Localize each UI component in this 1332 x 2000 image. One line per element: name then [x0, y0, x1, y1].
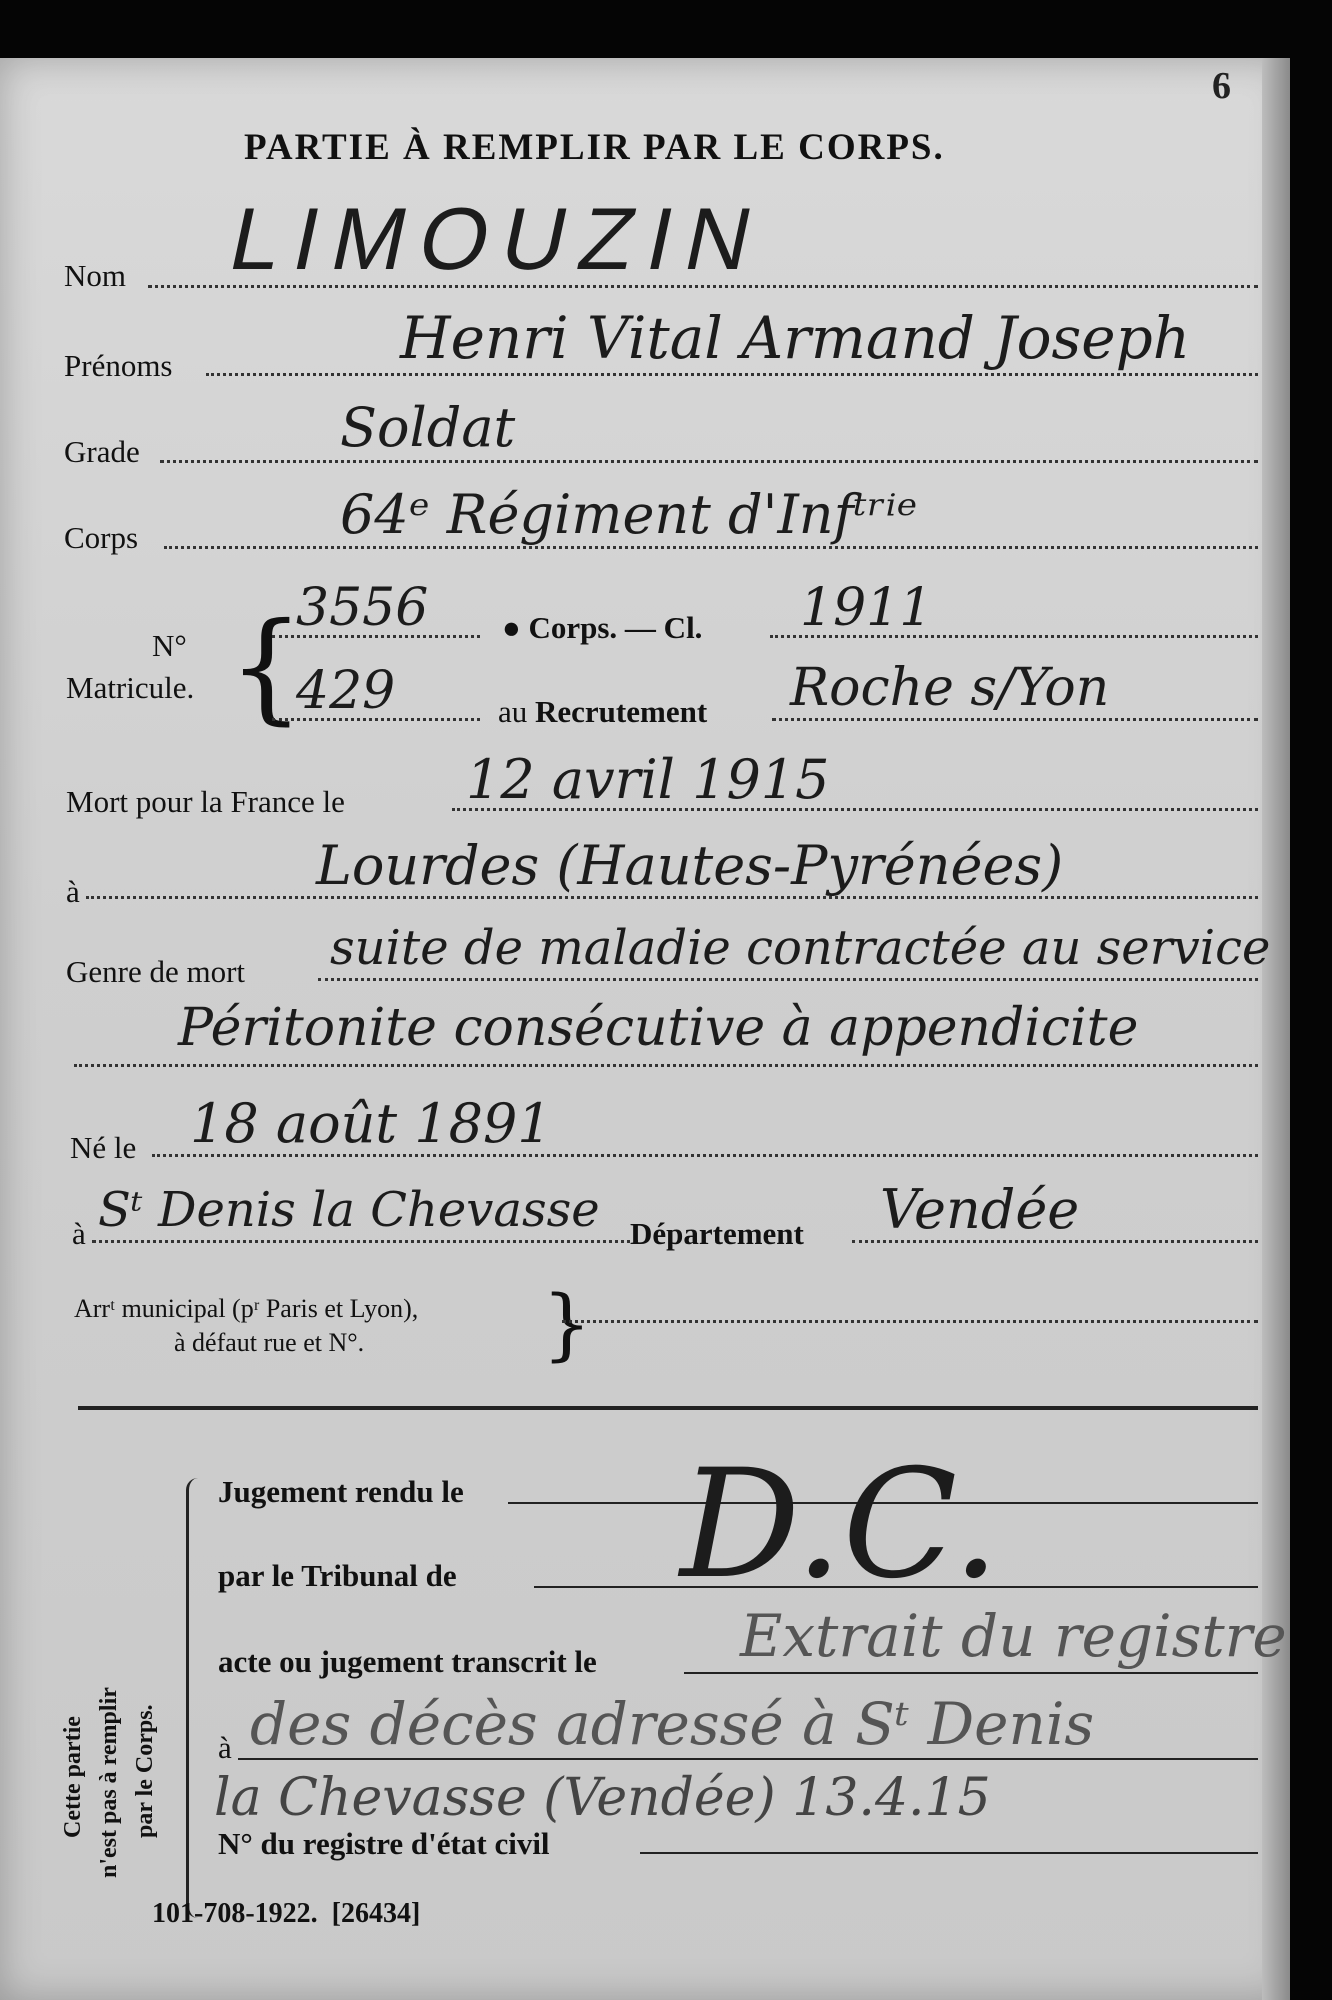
page-number: 6 [1212, 65, 1231, 107]
ne-lieu-label: à [72, 1216, 86, 1251]
grade-value: Soldat [340, 396, 516, 459]
section-separator [78, 1406, 1258, 1410]
genre-value-2: Péritonite consécutive à appendicite [178, 998, 1139, 1058]
registre-label: N° du registre d'état civil [218, 1826, 550, 1861]
death-record-card [0, 58, 1290, 2000]
genre-value-1: suite de maladie contractée au service [330, 920, 1271, 976]
ne-lieu-line [92, 1240, 638, 1243]
prenoms-line [206, 373, 1258, 376]
ne-date-value: 18 août 1891 [190, 1092, 552, 1155]
no-label: N° [152, 628, 187, 663]
card-edge [1262, 58, 1290, 2000]
footer-code: 101-708-1922. [26434] [152, 1898, 421, 1929]
departement-label: Département [630, 1216, 804, 1251]
mort-label: Mort pour la France le [66, 784, 345, 819]
prenoms-value: Henri Vital Armand Joseph [400, 304, 1191, 372]
grade-line [160, 460, 1258, 463]
acte-label: acte ou jugement transcrit le [218, 1644, 597, 1679]
recrutement-label [498, 694, 707, 730]
nom-label: Nom [64, 258, 126, 293]
form-header: PARTIE À REMPLIR PAR LE CORPS. [244, 127, 945, 168]
corps-value: 64ᵉ Régiment d'Infᵗʳⁱᵉ [340, 483, 918, 546]
registre-line [640, 1852, 1258, 1854]
corps-classe-label [502, 610, 702, 646]
departement-value: Vendée [880, 1178, 1080, 1241]
ne-label: Né le [70, 1130, 137, 1165]
lower-bracket [186, 1478, 199, 1918]
tribunal-label: par le Tribunal de [218, 1558, 457, 1593]
side-note-line-1: Cette partie [60, 1716, 86, 1838]
recrutement-prefix: au [498, 694, 536, 729]
jugement-value: D.C. [680, 1438, 1000, 1612]
side-note-line-2: n'est pas à remplir [96, 1687, 122, 1878]
prenoms-label: Prénoms [64, 348, 173, 383]
matricule-corps-value: 3556 [296, 578, 429, 638]
genre-line-2 [74, 1064, 1258, 1067]
ne-lieu-value: Sᵗ Denis la Chevasse [98, 1182, 600, 1238]
corps-line [164, 546, 1258, 549]
classe-value: 1911 [800, 578, 933, 638]
acte-line [684, 1672, 1258, 1674]
corps-classe-mark: ● [502, 610, 529, 645]
matricule-recrutement-value: 429 [296, 661, 396, 721]
recrutement-line [772, 718, 1258, 721]
matricule-label: Matricule. [66, 670, 195, 705]
arr-label-2: à défaut rue et N°. [174, 1328, 365, 1357]
acte-lieu-line [238, 1758, 1258, 1760]
corps-classe-text: Corps. — Cl. [528, 610, 703, 645]
arr-brace: } [542, 1280, 592, 1370]
corps-label: Corps [64, 520, 139, 555]
side-note-line-3: par le Corps. [132, 1704, 158, 1838]
nom-value: LIMOUZIN [221, 189, 776, 288]
genre-line-1 [318, 978, 1258, 981]
matricule-brace: { [228, 598, 305, 737]
tribunal-line [534, 1586, 1258, 1588]
grade-label: Grade [64, 434, 140, 469]
arr-label-1: Arrᵗ municipal (pʳ Paris et Lyon), [74, 1294, 419, 1323]
acte-lieu-label: à [218, 1730, 232, 1765]
recrutement-value: Roche s/Yon [790, 658, 1110, 718]
mort-date-value: 12 avril 1915 [466, 748, 830, 811]
mort-lieu-value: Lourdes (Hautes-Pyrénées) [316, 834, 1064, 897]
recrutement-text: Recrutement [535, 694, 708, 729]
side-note [60, 1538, 200, 1878]
acte-value-2: des décès adressé à Sᵗ Denis [250, 1690, 1095, 1758]
mort-lieu-label: à [66, 874, 80, 909]
arr-line [562, 1320, 1258, 1323]
acte-value-3: la Chevasse (Vendée) 13.4.15 [214, 1768, 991, 1828]
acte-value-1: Extrait du registre [740, 1602, 1287, 1670]
jugement-label: Jugement rendu le [218, 1474, 464, 1509]
genre-label: Genre de mort [66, 954, 246, 989]
